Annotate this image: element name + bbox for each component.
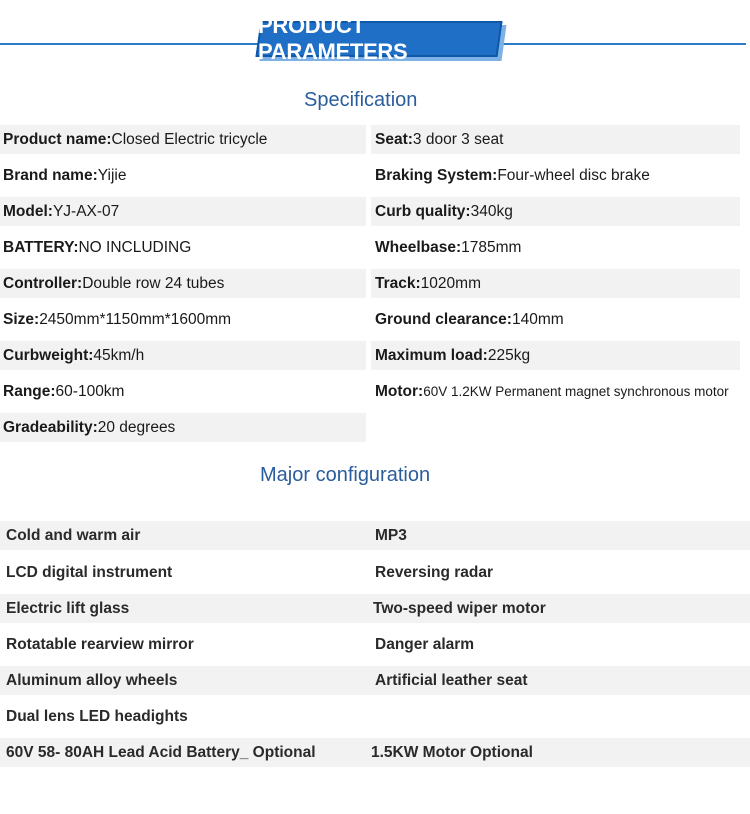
spec-value: 2450mm*1150mm*1600mm	[39, 310, 232, 328]
config-row	[0, 558, 750, 587]
spec-row-seat	[371, 125, 740, 154]
spec-row-curb-quality	[371, 197, 740, 226]
spec-row-brand-name	[0, 161, 366, 190]
spec-value: Four-wheel disc brake	[497, 166, 650, 184]
config-item-left: LCD digital instrument	[6, 563, 173, 581]
config-row	[0, 630, 750, 659]
spec-row-range	[0, 377, 366, 406]
config-item-right: Two-speed wiper motor	[373, 599, 546, 617]
specification-title: Specification	[304, 89, 418, 111]
spec-key: Ground clearance:	[375, 310, 512, 328]
spec-key: BATTERY:	[3, 238, 79, 256]
spec-value: Yijie	[97, 166, 127, 184]
spec-value: 140mm	[511, 310, 564, 328]
spec-row-controller	[0, 269, 366, 298]
config-item-right: 1.5KW Motor Optional	[371, 743, 533, 761]
spec-value: 225kg	[487, 346, 531, 364]
spec-value: Double row 24 tubes	[82, 274, 225, 292]
config-row	[0, 594, 750, 623]
major-configuration-title: Major configuration	[260, 464, 431, 486]
config-row	[0, 666, 750, 695]
config-item-left: Aluminum alloy wheels	[6, 671, 178, 689]
spec-row-curbweight	[0, 341, 366, 370]
spec-row-maximum-load	[371, 341, 740, 370]
spec-row-gradeability	[0, 413, 366, 442]
spec-value: 340kg	[470, 202, 513, 220]
config-row	[0, 738, 750, 767]
spec-key: Curb quality:	[375, 202, 471, 220]
spec-key: Brand name:	[3, 166, 98, 184]
spec-value: Closed Electric tricycle	[111, 130, 268, 148]
spec-row-motor	[371, 377, 750, 406]
header-badge	[258, 13, 504, 64]
spec-key: Range:	[3, 382, 56, 400]
config-row	[0, 521, 750, 550]
header-rule-right	[498, 43, 746, 45]
config-item-right: Danger alarm	[375, 635, 475, 653]
spec-value: 60V 1.2KW Permanent magnet synchronous motor	[423, 384, 729, 399]
spec-row-ground-clearance	[371, 305, 740, 334]
spec-key: Controller:	[3, 274, 83, 292]
spec-key: Track:	[375, 274, 421, 292]
header-rule-left	[0, 43, 262, 45]
spec-row-wheelbase	[371, 233, 740, 262]
config-item-right: Artificial leather seat	[375, 671, 528, 689]
config-item-left: Electric lift glass	[6, 599, 130, 617]
config-item-left: Dual lens LED headights	[6, 707, 188, 725]
spec-value: 3 door 3 seat	[412, 130, 504, 148]
spec-value: 1020mm	[420, 274, 481, 292]
config-item-left: Rotatable rearview mirror	[6, 635, 194, 653]
spec-key: Seat:	[375, 130, 413, 148]
spec-row-model	[0, 197, 366, 226]
config-item-left: 60V 58- 80AH Lead Acid Battery_ Optional	[6, 743, 316, 761]
spec-value: 1785mm	[461, 238, 522, 256]
spec-value: 45km/h	[93, 346, 145, 364]
config-item-left: Cold and warm air	[6, 526, 141, 544]
spec-value: 60-100km	[55, 382, 125, 400]
config-row	[0, 702, 750, 731]
page-title: PRODUCT PARAMETERS	[258, 13, 408, 64]
spec-key: Curbweight:	[3, 346, 94, 364]
spec-row-braking-system	[371, 161, 740, 190]
spec-row-product-name	[0, 125, 366, 154]
spec-key: Gradeability:	[3, 418, 98, 436]
config-item-right: MP3	[375, 526, 407, 544]
spec-row-battery	[0, 233, 366, 262]
spec-value: YJ-AX-07	[52, 202, 120, 220]
spec-key: Model:	[3, 202, 53, 220]
spec-row-size	[0, 305, 366, 334]
spec-key: Braking System:	[375, 166, 498, 184]
spec-key: Wheelbase:	[375, 238, 462, 256]
spec-key: Size:	[3, 310, 40, 328]
spec-value: NO INCLUDING	[78, 238, 192, 256]
spec-key: Product name:	[3, 130, 112, 148]
spec-row-track	[371, 269, 740, 298]
spec-value: 20 degrees	[97, 418, 176, 436]
config-item-right: Reversing radar	[375, 563, 494, 581]
spec-key: Motor:	[375, 382, 424, 400]
spec-key: Maximum load:	[375, 346, 488, 364]
